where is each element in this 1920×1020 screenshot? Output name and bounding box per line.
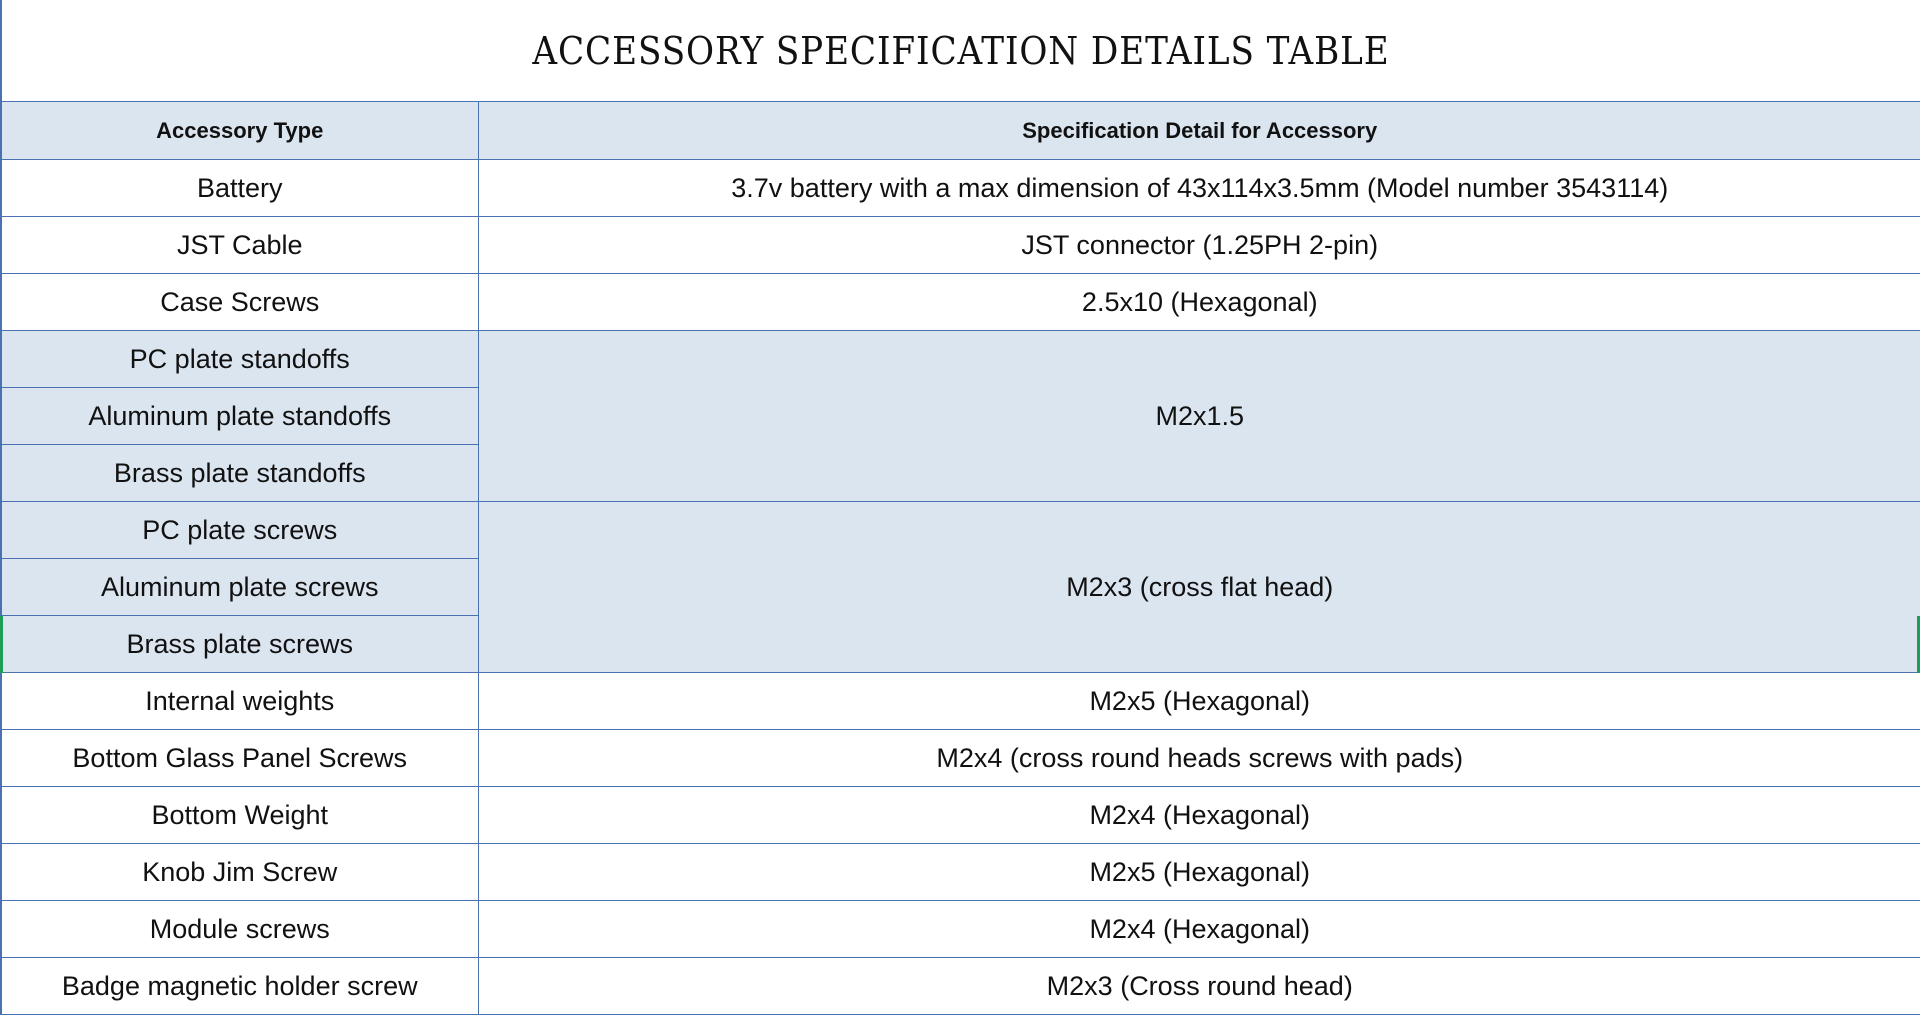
accessory-type-cell[interactable]: Module screws	[1, 901, 478, 958]
accessory-type-cell[interactable]: Aluminum plate screws	[1, 559, 478, 616]
specification-cell[interactable]: M2x5 (Hexagonal)	[478, 844, 1920, 901]
table-row	[1, 217, 1920, 274]
table-row	[1, 730, 1920, 787]
table-row	[1, 787, 1920, 844]
table-row	[1, 331, 1920, 388]
accessory-type-cell[interactable]: Bottom Glass Panel Screws	[1, 730, 478, 787]
table-row	[1, 502, 1920, 559]
accessory-type-cell[interactable]: Bottom Weight	[1, 787, 478, 844]
specification-cell[interactable]: M2x4 (cross round heads screws with pads)	[478, 730, 1920, 787]
table-row	[1, 958, 1920, 1015]
header-accessory-type[interactable]: Accessory Type	[1, 102, 478, 160]
accessory-type-cell[interactable]: Brass plate screws	[1, 616, 478, 673]
table-row	[1, 901, 1920, 958]
accessory-type-cell[interactable]: JST Cable	[1, 217, 478, 274]
header-specification-detail[interactable]: Specification Detail for Accessory	[478, 102, 1920, 160]
specification-cell[interactable]: JST connector (1.25PH 2-pin)	[478, 217, 1920, 274]
selection-edge-left	[0, 616, 3, 673]
accessory-type-cell[interactable]: Badge magnetic holder screw	[1, 958, 478, 1015]
table-title: ACCESSORY SPECIFICATION DETAILS TABLE	[532, 28, 1390, 73]
table-row	[1, 274, 1920, 331]
table-row	[1, 160, 1920, 217]
specification-cell[interactable]: 2.5x10 (Hexagonal)	[478, 274, 1920, 331]
table-row	[1, 844, 1920, 901]
accessory-spec-table	[0, 102, 1920, 1015]
accessory-type-cell[interactable]: Knob Jim Screw	[1, 844, 478, 901]
accessory-type-cell[interactable]: Aluminum plate standoffs	[1, 388, 478, 445]
accessory-type-cell[interactable]: Brass plate standoffs	[1, 445, 478, 502]
header-row	[1, 102, 1920, 160]
specification-merged-cell[interactable]: M2x3 (cross flat head)	[478, 502, 1920, 673]
accessory-type-cell[interactable]: Case Screws	[1, 274, 478, 331]
specification-cell[interactable]: M2x3 (Cross round head)	[478, 958, 1920, 1015]
title-cell[interactable]	[0, 0, 1920, 102]
specification-merged-cell[interactable]: M2x1.5	[478, 331, 1920, 502]
specification-cell[interactable]: M2x4 (Hexagonal)	[478, 787, 1920, 844]
accessory-type-cell[interactable]: PC plate standoffs	[1, 331, 478, 388]
specification-cell[interactable]: 3.7v battery with a max dimension of 43x114x3.5mm (Model number 3543114)	[478, 160, 1920, 217]
accessory-type-cell[interactable]: Battery	[1, 160, 478, 217]
specification-cell[interactable]: M2x5 (Hexagonal)	[478, 673, 1920, 730]
accessory-type-cell[interactable]: PC plate screws	[1, 502, 478, 559]
accessory-type-cell[interactable]: Internal weights	[1, 673, 478, 730]
specification-cell[interactable]: M2x4 (Hexagonal)	[478, 901, 1920, 958]
table-row	[1, 673, 1920, 730]
